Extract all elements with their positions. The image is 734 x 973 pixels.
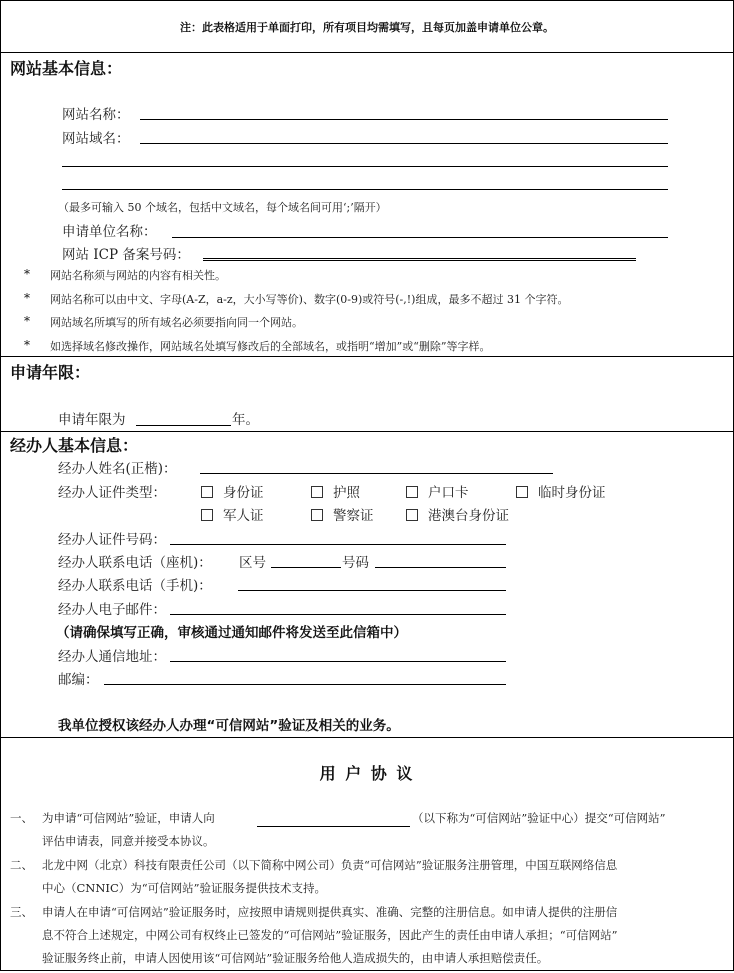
site-domain-field-line-3[interactable] [62, 189, 668, 190]
checkbox-icon[interactable] [201, 509, 213, 521]
agent-id-type-label: 经办人证件类型： [58, 485, 166, 501]
term-years-field[interactable] [136, 425, 231, 426]
agreement-item-3-line-1: 申请人在申请“可信网站”验证服务时，应按照申请规则提供真实、准确、完整的注册信息。如申请人提供的注册信 [42, 905, 618, 919]
agreement-item-3-line-3: 验证服务终止前，申请人因使用该“可信网站”验证服务给他人造成损失的，由申请人承担赔偿责任。 [42, 951, 549, 965]
applicant-org-field[interactable] [172, 237, 668, 238]
site-domain-field[interactable] [140, 143, 668, 144]
option-label: 护照 [333, 485, 360, 501]
agreement-item-1-text-after: （以下称为“可信网站”验证中心）提交“可信网站” [412, 811, 666, 825]
agreement-item-1-text-before: 为申请“可信网站”验证，申请人向 [42, 811, 215, 825]
agent-address-label: 经办人通信地址： [58, 649, 166, 665]
authorization-statement: 我单位授权该经办人办理“可信网站”验证及相关的业务。 [58, 718, 400, 734]
agent-id-number-label: 经办人证件号码： [58, 532, 166, 548]
agent-email-label: 经办人电子邮件： [58, 602, 166, 618]
agent-landline-label: 经办人联系电话（座机)： [58, 555, 212, 571]
verification-center-field[interactable] [257, 826, 410, 827]
postcode-field[interactable] [104, 684, 506, 685]
checkbox-icon[interactable] [406, 509, 418, 521]
rule-item: 网站名称须与网站的内容有相关性。 [50, 269, 226, 282]
checkbox-icon[interactable] [516, 486, 528, 498]
id-type-option-temp-id[interactable] [516, 481, 606, 501]
agent-mobile-label: 经办人联系电话（手机)： [58, 578, 212, 594]
checkbox-icon[interactable] [406, 486, 418, 498]
divider [0, 356, 734, 357]
divider [0, 52, 734, 53]
rule-item: 如选择域名修改操作，网站域名处填写修改后的全部域名，或指明“增加”或“删除”等字样。 [50, 340, 491, 353]
section-title-term: 申请年限： [10, 363, 91, 382]
applicant-org-label: 申请单位名称： [62, 224, 157, 240]
area-code-field[interactable] [271, 567, 341, 568]
id-type-option-military[interactable] [201, 504, 264, 524]
agreement-item-2-line-1: 北龙中网（北京）科技有限责任公司（以下简称中网公司）负责“可信网站”验证服务注册管理，中国互联网络信息 [42, 858, 618, 872]
agreement-item-1-line-2: 评估申请表，同意并接受本协议。 [42, 834, 215, 848]
section-title-website-info: 网站基本信息： [10, 59, 123, 78]
header-note: 注：此表格适用于单面打印，所有项目均需填写，且每页加盖申请单位公章。 [180, 21, 554, 34]
option-label: 港澳台身份证 [428, 508, 509, 524]
rule-item: 网站域名所填写的所有域名必须要指向同一个网站。 [50, 316, 303, 329]
id-type-option-passport[interactable] [311, 481, 360, 501]
agreement-item-number: 一、 [10, 811, 33, 825]
rule-marker: * [24, 267, 30, 281]
site-name-field[interactable] [140, 119, 668, 120]
agent-mobile-field[interactable] [238, 590, 506, 591]
site-domain-field-line-2[interactable] [62, 166, 668, 167]
divider [0, 737, 734, 738]
area-code-label: 区号 [239, 555, 266, 571]
rule-marker: * [24, 338, 30, 352]
term-prefix: 申请年限为 [58, 412, 126, 428]
email-note: （请确保填写正确，审核通过通知邮件将发送至此信箱中） [56, 625, 407, 641]
checkbox-icon[interactable] [311, 509, 323, 521]
rule-item: 网站名称可以由中文、字母(A-Z，a-z，大小写等价)、数字(0-9)或符号(-,!)组成，最多不超过 31 个字符。 [50, 293, 569, 306]
agent-email-field[interactable] [170, 614, 506, 615]
site-name-label: 网站名称： [62, 107, 130, 123]
agent-name-label: 经办人姓名(正楷)： [58, 461, 177, 477]
icp-label: 网站 ICP 备案号码： [62, 247, 190, 263]
agent-name-field[interactable] [200, 473, 553, 474]
option-label: 警察证 [333, 508, 374, 524]
icp-field[interactable] [203, 258, 636, 261]
term-suffix: 年。 [232, 412, 259, 428]
agreement-title: 用 户 协 议 [319, 764, 415, 783]
agreement-item-number: 二、 [10, 858, 33, 872]
rule-marker: * [24, 314, 30, 328]
rule-marker: * [24, 291, 30, 305]
divider [0, 431, 734, 432]
site-domain-label: 网站域名： [62, 131, 130, 147]
section-title-agent: 经办人基本信息： [10, 436, 139, 455]
checkbox-icon[interactable] [311, 486, 323, 498]
id-type-option-police[interactable] [311, 504, 374, 524]
domain-hint: （最多可输入 50 个域名，包括中文域名，每个域名间可用‘;’隔开） [58, 201, 387, 214]
id-type-option-id-card[interactable] [201, 481, 264, 501]
phone-number-label: 号码 [342, 555, 369, 571]
agent-id-number-field[interactable] [170, 544, 506, 545]
agreement-item-number: 三、 [10, 905, 33, 919]
postcode-label: 邮编： [58, 672, 99, 688]
agent-address-field[interactable] [170, 661, 506, 662]
option-label: 军人证 [223, 508, 264, 524]
phone-number-field[interactable] [375, 567, 506, 568]
agreement-item-2-line-2: 中心（CNNIC）为“可信网站”验证服务提供技术支持。 [42, 881, 327, 895]
id-type-option-household[interactable] [406, 481, 469, 501]
option-label: 身份证 [223, 485, 264, 501]
checkbox-icon[interactable] [201, 486, 213, 498]
option-label: 户口卡 [428, 485, 469, 501]
agreement-item-3-line-2: 息不符合上述规定，中网公司有权终止已签发的“可信网站”验证服务，因此产生的责任由申请人承担；“可信网站” [42, 928, 618, 942]
id-type-option-hk-macau-tw[interactable] [406, 504, 509, 524]
option-label: 临时身份证 [538, 485, 606, 501]
